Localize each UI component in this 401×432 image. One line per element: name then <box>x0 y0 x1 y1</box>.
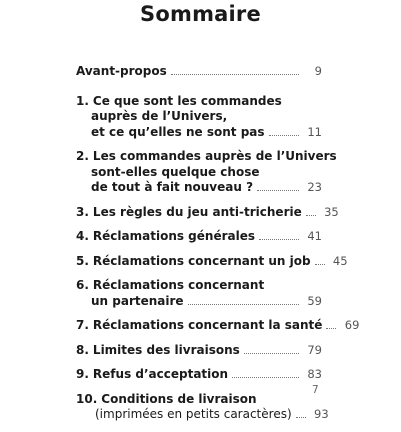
toc-entry-title: Réclamations concernant la santé <box>92 318 323 332</box>
toc-entry-title-line: Conditions de livraison <box>101 391 257 406</box>
toc-entry-7[interactable] <box>76 318 360 334</box>
toc-entry-5[interactable] <box>76 253 348 270</box>
page-title: Sommaire <box>140 2 261 26</box>
toc-entry-title-line: Les commandes auprès de l’Univers <box>92 149 337 163</box>
toc-entry-avant-propos[interactable] <box>76 64 322 80</box>
dot-leader <box>326 327 336 329</box>
dot-leader <box>244 352 299 354</box>
dot-leader <box>315 263 325 265</box>
dot-leader <box>259 238 299 240</box>
toc-entry-page: 69 <box>344 318 360 332</box>
toc-entry-number: 6. <box>76 278 89 292</box>
page-number: 7 <box>312 384 319 396</box>
toc-entry-title-line: un partenaire <box>91 293 184 308</box>
toc-entry-title: Les règles du jeu anti-tricherie <box>92 204 302 219</box>
toc-entry-title: Avant-propos <box>76 64 167 78</box>
toc-entry-number: 5. <box>76 253 89 268</box>
toc-entry-page: 79 <box>307 342 322 357</box>
table-of-contents <box>76 64 360 432</box>
toc-entry-page: 35 <box>324 204 339 219</box>
toc-entry-page: 83 <box>307 367 322 381</box>
toc-entry-title: Limites des livraisons <box>92 342 240 357</box>
toc-entry-number: 3. <box>76 204 89 219</box>
toc-entry-number: 9. <box>76 367 89 381</box>
toc-entry-number: 4. <box>76 229 89 243</box>
toc-entry-2[interactable] <box>76 149 337 196</box>
toc-entry-number: 10. <box>76 391 98 406</box>
toc-entry-9[interactable] <box>76 367 322 383</box>
dot-leader <box>257 189 299 191</box>
toc-entry-page: 9 <box>314 64 322 78</box>
toc-entry-title-line: Réclamations concernant <box>92 278 265 292</box>
toc-entry-title: Réclamations générales <box>92 229 256 243</box>
toc-entry-title-line: de tout à fait nouveau ? <box>91 180 254 194</box>
toc-entry-4[interactable] <box>76 229 322 245</box>
toc-entry-page: 59 <box>307 293 322 308</box>
dot-leader <box>232 376 299 378</box>
toc-entry-8[interactable] <box>76 343 322 359</box>
toc-entry-number: 1. <box>76 93 89 108</box>
toc-entry-number: 8. <box>76 342 89 357</box>
toc-entry-number: 7. <box>76 318 89 332</box>
toc-entry-1[interactable] <box>76 94 322 141</box>
dot-leader <box>269 134 299 136</box>
toc-entry-page: 41 <box>307 229 322 243</box>
dot-leader <box>306 214 316 216</box>
toc-entry-title-line: (imprimées en petits caractères) <box>95 407 292 421</box>
toc-entry-page: 45 <box>332 253 348 268</box>
toc-entry-page: 93 <box>314 407 329 421</box>
toc-entry-title: Refus d’acceptation <box>92 367 229 381</box>
toc-entry-page: 23 <box>307 180 322 194</box>
dot-leader <box>296 416 306 418</box>
toc-entry-10[interactable] <box>76 391 329 423</box>
toc-entry-6[interactable] <box>76 278 322 309</box>
toc-entry-title-line: Ce que sont les commandes <box>92 93 282 108</box>
toc-entry-title-line: auprès de l’Univers, <box>91 109 228 123</box>
toc-entry-number: 2. <box>76 149 89 163</box>
dot-leader <box>188 303 299 305</box>
toc-entry-title-line: et ce qu’elles ne sont pas <box>91 124 265 139</box>
toc-entry-title-line: sont-elles quelque chose <box>91 164 260 179</box>
toc-entry-3[interactable] <box>76 204 339 221</box>
toc-entry-page: 11 <box>307 124 322 139</box>
toc-entry-title: Réclamations concernant un job <box>92 253 311 268</box>
dot-leader <box>171 73 299 75</box>
